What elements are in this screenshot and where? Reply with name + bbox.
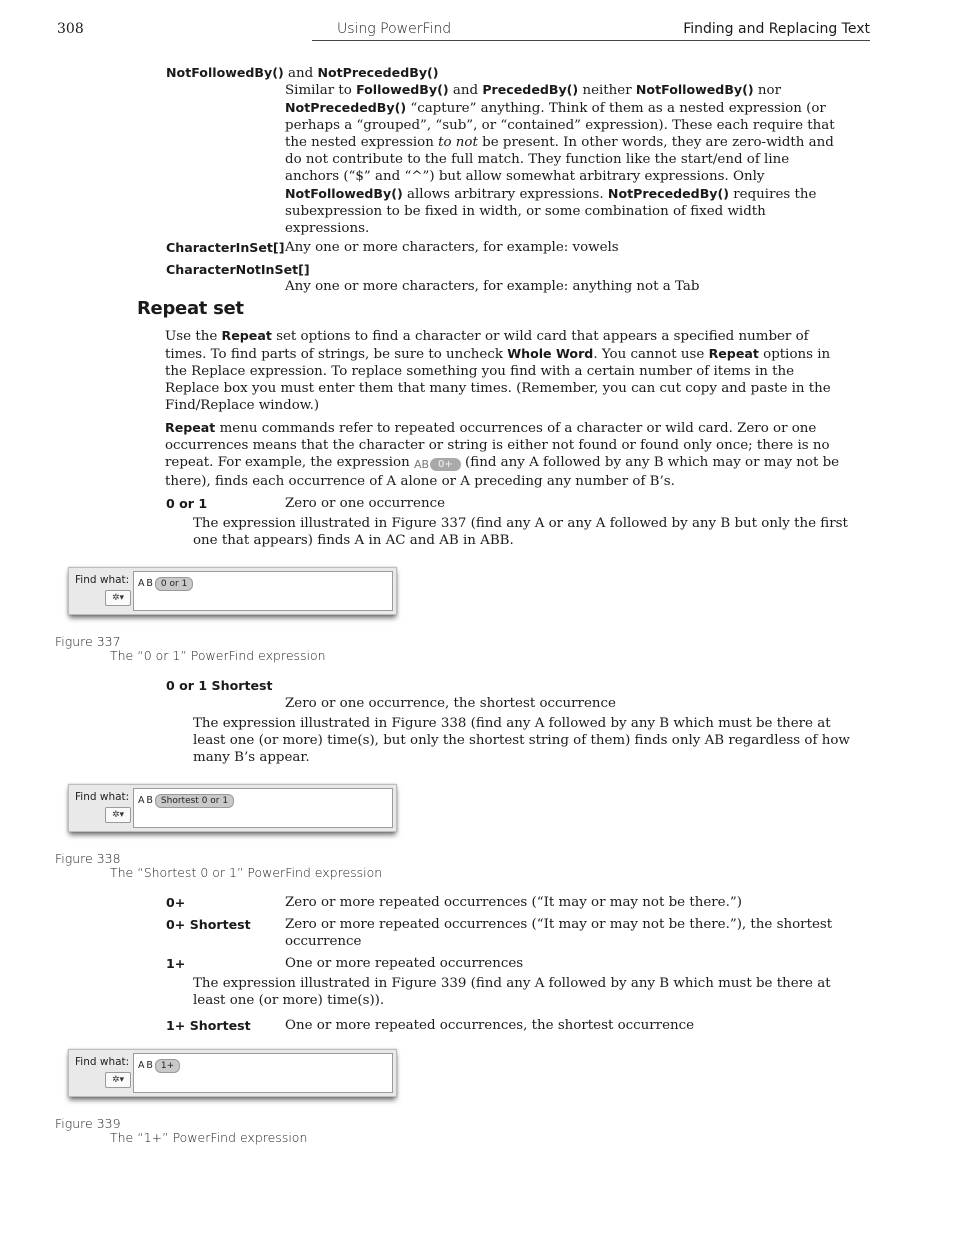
desc-0-plus: Zero or more repeated occurrences (“It may or may not be there.”) bbox=[285, 895, 742, 910]
desc-characterinset: Any one or more characters, for example: vowels bbox=[285, 240, 619, 255]
figure-339-caption: The “1+” PowerFind expression bbox=[110, 1130, 308, 1145]
term-characterinset: CharacterInSet[] bbox=[166, 240, 285, 255]
header-rule bbox=[312, 40, 870, 41]
find-what-label: Find what: bbox=[75, 1056, 130, 1068]
repeat-intro-paragraph: Use the Repeat set options to find a character or wild card that appears a specified number of times. To find parts of strings, be sure to uncheck Whole Word. You cannot use Repeat options in the Replace expression. To replace something you find with a certain number of items in the Replace box you must enter them that many times. (Remember, you can cut copy and paste in the Find/Replace window.) bbox=[165, 328, 831, 413]
term-notprecededby: NotPrecededBy() bbox=[317, 65, 439, 80]
term-0-or-1-shortest: 0 or 1 Shortest bbox=[166, 678, 273, 693]
gear-menu-icon[interactable]: ✲▾ bbox=[105, 590, 131, 606]
find-what-label: Find what: bbox=[75, 791, 130, 803]
desc-1-plus: One or more repeated occurrences bbox=[285, 956, 524, 971]
term-1-plus-shortest: 1+ Shortest bbox=[166, 1018, 251, 1033]
find-what-field[interactable]: A B Shortest 0 or 1 bbox=[133, 788, 393, 828]
explain-0-or-1-shortest: The expression illustrated in Figure 338 (find any A followed by any B which must be there at least one (or more) time(s), but only the shortest string of them) finds only AB regardless of how many B’s appear. bbox=[193, 716, 850, 765]
explain-0-or-1: The expression illustrated in Figure 337 (find any A or any A followed by any B but only the first one that appears) finds A in AC and AB in ABB. bbox=[193, 516, 848, 548]
inline-expression-token: AB 0+ bbox=[414, 456, 461, 473]
term-notfollowedby-notprecededby: NotFollowedBy() and NotPrecededBy() bbox=[166, 65, 439, 81]
running-section-title: Finding and Replacing Text bbox=[683, 21, 870, 37]
term-1-plus: 1+ bbox=[166, 956, 186, 971]
desc-0-or-1: Zero or one occurrence bbox=[285, 496, 445, 511]
figure-338-find-box bbox=[68, 784, 397, 832]
term-0-plus-shortest: 0+ Shortest bbox=[166, 917, 251, 932]
desc-0-plus-shortest: Zero or more repeated occurrences (“It may or may not be there.”), the shortest occurrence bbox=[285, 917, 833, 949]
repeat-token: Shortest 0 or 1 bbox=[155, 794, 234, 808]
find-what-label: Find what: bbox=[75, 574, 130, 586]
figure-337-number: Figure 337 bbox=[55, 634, 121, 649]
desc-notfollowedby: Similar to FollowedBy() and PrecededBy() neither NotFollowedBy() nor NotPrecededBy() “capture” anything. Think of them as a nested expression (or perhaps a “grouped”, “sub”, or “contained” expression). These each require that the nested expression to not be present. In other words, they are zero-width and do not contribute to the full match. They function like the start/end of line anchors (“$” and “^”) but allow somewhat arbitrary expressions. Only NotFollowedBy() allows arbitrary expressions. NotPrecededBy() requires the subexpression to be fixed in width, or some combination of fixed width expressions. bbox=[285, 82, 835, 236]
desc-0-or-1-shortest: Zero or one occurrence, the shortest occurrence bbox=[285, 696, 616, 711]
figure-337-find-box bbox=[68, 567, 397, 615]
desc-characternotinset: Any one or more characters, for example: anything not a Tab bbox=[285, 279, 700, 294]
find-what-field[interactable]: A B 0 or 1 bbox=[133, 571, 393, 611]
running-chapter-title: Using PowerFind bbox=[337, 21, 452, 37]
gear-menu-icon[interactable]: ✲▾ bbox=[105, 1072, 131, 1088]
term-0-or-1: 0 or 1 bbox=[166, 496, 208, 511]
repeat-token: 1+ bbox=[155, 1059, 180, 1073]
section-heading-repeat-set: Repeat set bbox=[137, 298, 244, 319]
term-characternotinset: CharacterNotInSet[] bbox=[166, 262, 310, 277]
term-0-plus: 0+ bbox=[166, 895, 186, 910]
find-what-field[interactable]: A B 1+ bbox=[133, 1053, 393, 1093]
figure-338-caption: The “Shortest 0 or 1” PowerFind expression bbox=[110, 865, 383, 880]
explain-1-plus: The expression illustrated in Figure 339 (find any A followed by any B which must be there at least one (or more) time(s)). bbox=[193, 976, 831, 1008]
repeat-token: 0 or 1 bbox=[155, 577, 193, 591]
figure-339-find-box bbox=[68, 1049, 397, 1097]
repeat-explain-paragraph: Repeat menu commands refer to repeated occurrences of a character or wild card. Zero or one occurrences means that the character or string is either not found or found only once; there is no repeat. For example, the expression AB 0+ (find any A followed by any B which may or may not be there), finds each occurrence of A alone or A preceding any number of B’s. bbox=[165, 420, 840, 489]
term-notfollowedby: NotFollowedBy() bbox=[166, 65, 284, 80]
figure-337-caption: The “0 or 1” PowerFind expression bbox=[110, 648, 326, 663]
figure-339-number: Figure 339 bbox=[55, 1116, 121, 1131]
gear-menu-icon[interactable]: ✲▾ bbox=[105, 807, 131, 823]
figure-338-number: Figure 338 bbox=[55, 851, 121, 866]
desc-1-plus-shortest: One or more repeated occurrences, the shortest occurrence bbox=[285, 1018, 695, 1033]
page-number: 308 bbox=[57, 21, 84, 37]
